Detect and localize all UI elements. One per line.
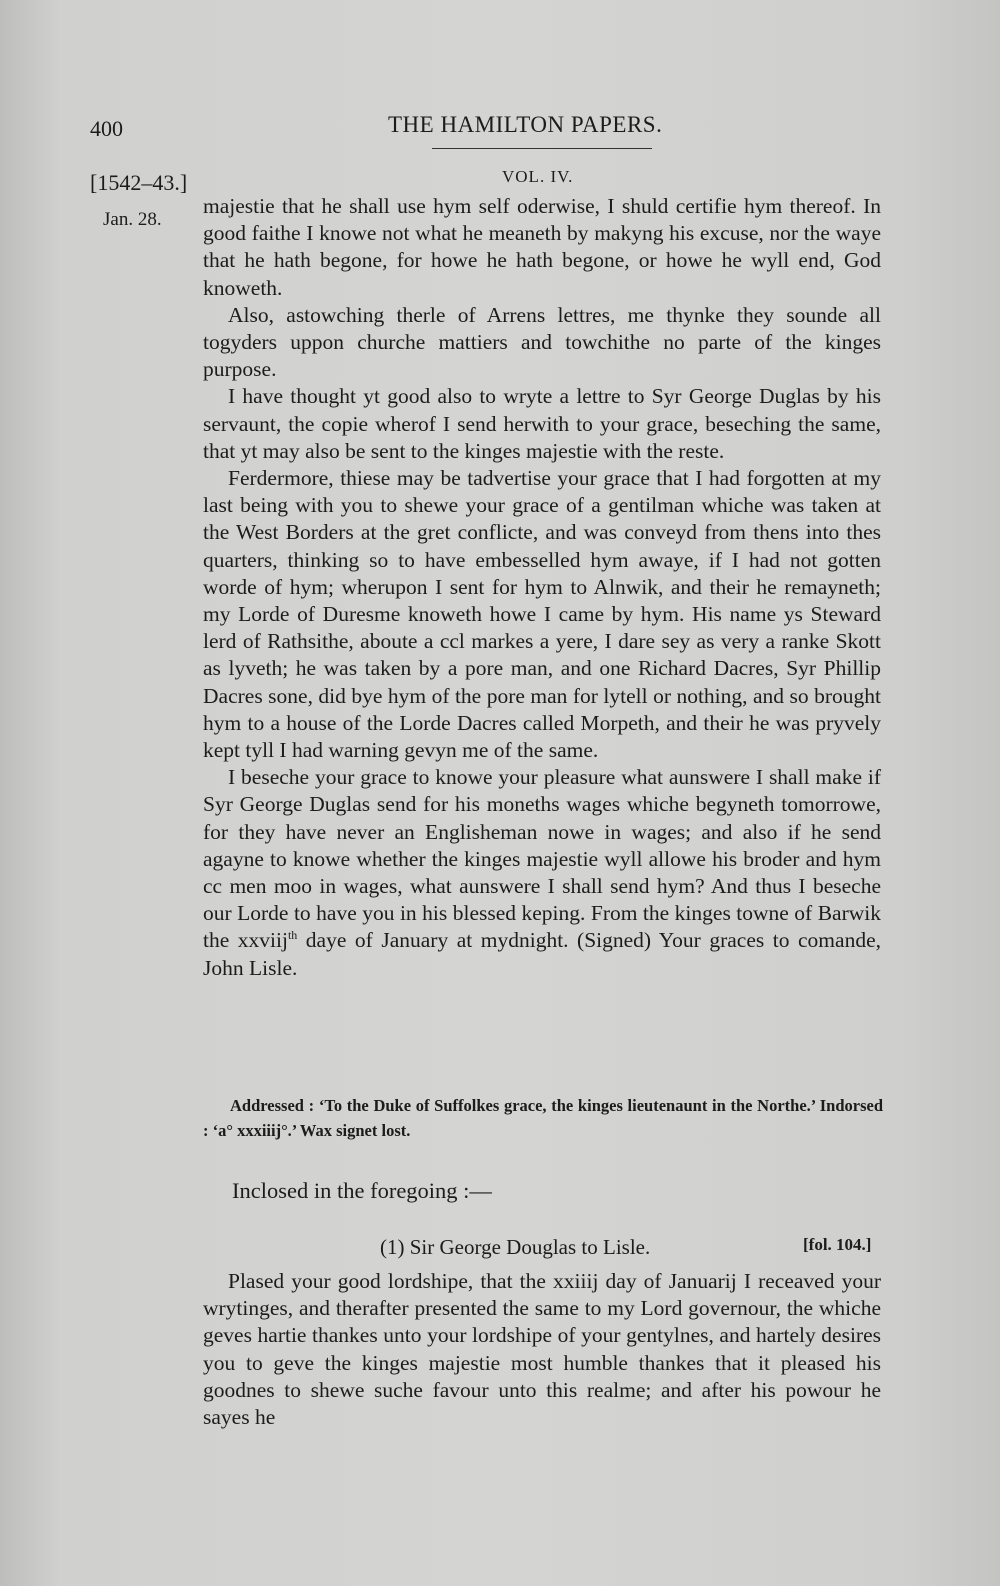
letter-paragraph-5 [203,764,881,982]
folio-reference: [fol. 104.] [803,1235,872,1254]
letter-paragraph-2: Also, astowching therle of Arrens lettres, me thynke they sounde all togyders uppon churche mattiers and towchithe no parte of the kinges purpose. [203,302,881,382]
letter-paragraph-4: Ferdermore, thiese may be tadvertise your grace that I had forgotten at my last being with you to shewe your grace of a gentilman whiche was taken at the West Borders at the gret conflicte, and was conveyd from thens into thes quarters, thinking so to have embesselled hym awaye, if I had not gotten worde of hym; wherupon I sent for hym to Alnwik, and their he remayneth; my Lorde of Duresme knoweth howe I came by hym. His name ys Steward lerd of Rathsithe, aboute a ccl markes a yere, I dare sey as very a ranke Skott as lyveth; he was taken by a pore man, and one Richard Dacres, Syr Phillip Dacres sone, did bye hym of the pore man for lytell or nothing, and so brought hym to a house of the Lorde Dacres called Morpeth, and their he was pryvely kept tyll I had warning gevyn me of the same. [203,466,881,763]
header-rule [432,148,652,149]
letter-paragraph-5-end: daye of January at mydnight. (Signed) Your graces to comande, John Lisle. [203,928,881,980]
year-label: [1542–43.] [90,170,188,195]
volume-label: VOL. IV. [502,167,574,186]
endorsement-note [203,1093,883,1143]
enclosure-paragraph: Plased your good lordshipe, that the xxiiij day of Januarij I receaved your wrytinges, and therafter presented the same to my Lord governour, the whiche geves hartie thankes unto your lordshipe of your gentylnes, and hartely desires you to geve the kinges majestie most humble thankes that it pleased his goodnes to shewe suche favour unto this realme; and after his powour he sayes he [203,1269,881,1430]
letter-paragraph-3: I have thought yt good also to wryte a lettre to Syr George Duglas by his servaunt, the copie wherof I send herwith to your grace, beseching the same, that yt may also be sent to the kinges majestie with the reste. [203,384,881,463]
letter-paragraph-5-text: I beseche your grace to knowe your pleasure what aunswere I shall make if Syr George Duglas send for his moneths wages whiche begyneth tomorrowe, for they have never an Englisheman nowe in wages; and also if he send agayne to knowe whether the kinges majestie wyll allowe his broder and hym cc men moo in wages, what aunswere I shall send hym? And thus I beseche our Lorde to have you in his blessed keping. From the kinges towne of Barwik the xxviij [203,765,881,953]
endorsement-text: Addressed : ‘To the Duke of Suffolkes grace, the kinges lieutenaunt in the Northe.’ Indorsed : ‘a° xxxiiij°.’ Wax signet lost. [203,1096,883,1140]
enclosure-subheading: (1) Sir George Douglas to Lisle. [380,1235,651,1259]
enclosure-heading: Inclosed in the foregoing :— [232,1178,492,1203]
page-number: 400 [90,116,123,141]
letter-body [203,193,881,982]
page-header [90,112,880,152]
running-title: THE HAMILTON PAPERS. [388,112,663,137]
ordinal-suffix: th [287,928,298,943]
margin-date: Jan. 28. [103,209,162,230]
letter-paragraph-1: majestie that he shall use hym self oderwise, I shuld certifie hym thereof. In good faithe I knowe not what he meaneth by makyng his excuse, nor the waye that he hath begone, for howe he hath begone, or howe he wyll end, God knoweth. [203,194,881,300]
enclosure-body [203,1268,881,1431]
